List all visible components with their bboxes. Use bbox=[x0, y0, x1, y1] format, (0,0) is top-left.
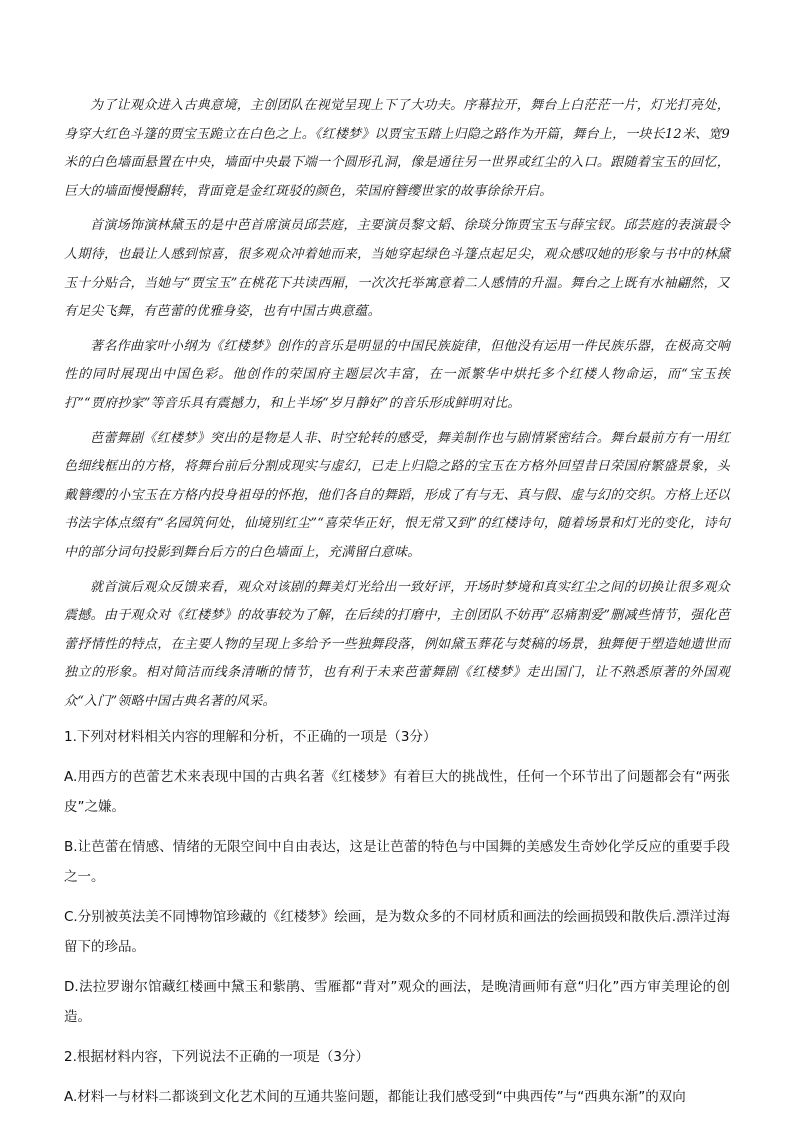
passage-paragraph: 著名作曲家叶小纲为《红楼梦》创作的音乐是明显的中国民族旋律，但他没有运用一件民族乐器，在极高交响性的同时展现出中国色彩。他创作的荣国府主题层次丰富，在一派繁华中烘托多个红楼人物命运，而“宝玉挨打”“贾府抄家”等音乐具有震撼力，和上半场“岁月静好”的音乐形成鲜明对比。 bbox=[64, 338, 730, 411]
passage-paragraph: 就首演后观众反馈来看，观众对该剧的舞美灯光给出一致好评，开场时梦境和真实红尘之间的切换让很多观众震撼。由于观众对《红楼梦》的故事较为了解，在后续的打磨中，主创团队不妨再“忍痛割爱”删减些情节，强化芭蕾抒情性的特点，在主要人物的呈现上多给予一些独舞段落，例如黛玉葬花与焚稿的场景，独舞便于塑造她遗世而独立的形象。相对简洁而线条清晰的情节，也有利于未来芭蕾舞剧《红楼梦》走出国门，让不熟悉原著的外国观众“入门”领略中国古典名著的风采。 bbox=[64, 579, 730, 709]
passage-paragraph: 芭蕾舞剧《红楼梦》突出的是物是人非、时空轮转的感受，舞美制作也与剧情紧密结合。舞台最前方有一用红色细线框出的方格，将舞台前后分割成现实与虚幻，已走上归隐之路的宝玉在方格外回望昔日荣国府繁盛景象，头戴簪缨的小宝玉在方格内投身祖母的怀抱，他们各自的舞蹈，形成了有与无、真与假、虚与幻的交织。方格上还以书法字体点缀有“名园筑何处，仙境别红尘”“喜荣华正好，恨无常又到”的红楼诗句，随着场景和灯光的变化，诗句中的部分词句投影到舞台后方的白色墙面上，充满留白意味。 bbox=[64, 430, 730, 560]
question-stem: 2.根据材料内容，下列说法不正确的一项是（3分） bbox=[64, 1049, 369, 1066]
answer-option: C.分别被英法美不同博物馆珍藏的《红楼梦》绘画，是为数众多的不同材质和画法的绘画损毁和散佚后.漂洋过海留下的珍品。 bbox=[64, 909, 731, 956]
answer-option: A.用西方的芭蕾艺术来表现中国的古典名著《红楼梦》有着巨大的挑战性，任何一个环节出了问题都会有“两张皮”之嫌。 bbox=[64, 769, 730, 816]
passage-paragraph: 为了让观众进入古典意境，主创团队在视觉呈现上下了大功夫。序幕拉开，舞台上白茫茫一片，灯光打亮处，身穿大红色斗篷的贾宝玉跪立在白色之上。《红楼梦》以贾宝玉踏上归隐之路作为开篇，舞台上，一块长12米、宽9米的白色墙面悬置在中央，墙面中央最下端一个圆形孔洞，像是通往另一世界或红尘的入口。跟随着宝玉的回忆，巨大的墙面慢慢翻转，背面竟是金红斑驳的颜色，荣国府簪缨世家的故事徐徐开启。 bbox=[64, 98, 730, 199]
question-stem: 1.下列对材料相关内容的理解和分析，不正确的一项是（3分） bbox=[64, 729, 437, 746]
answer-option: B.让芭蕾在情感、情绪的无限空间中自由表达，这是让芭蕾的特色与中国舞的美感发生奇妙化学反应的重要手段之一。 bbox=[64, 839, 730, 886]
answer-option: A.材料一与材料二都谈到文化艺术间的互通共鉴问题，都能让我们感受到“中典西传”与“西典东渐”的双向 bbox=[64, 1089, 686, 1106]
answer-option: D.法拉罗谢尔馆藏红楼画中黛玉和紫鹃、雪雁都“背对”观众的画法，是晚清画师有意“归化”西方审美理论的创造。 bbox=[64, 979, 730, 1026]
passage-paragraph: 首演场饰演林黛玉的是中芭首席演员邱芸庭，主要演员黎文韬、徐琰分饰贾宝玉与薛宝钗。邱芸庭的表演最令人期待，也最让人感到惊喜，很多观众冲着她而来，当她穿起绿色斗篷点起足尖，观众感叹她的形象与书中的林黛玉十分贴合，当她与“贾宝玉”在桃花下共读西厢，一次次托举寓意着二人感情的升温。舞台之上既有水袖翩然，又有足尖飞舞，有芭蕾的优雅身姿，也有中国古典意蕴。 bbox=[64, 218, 730, 320]
